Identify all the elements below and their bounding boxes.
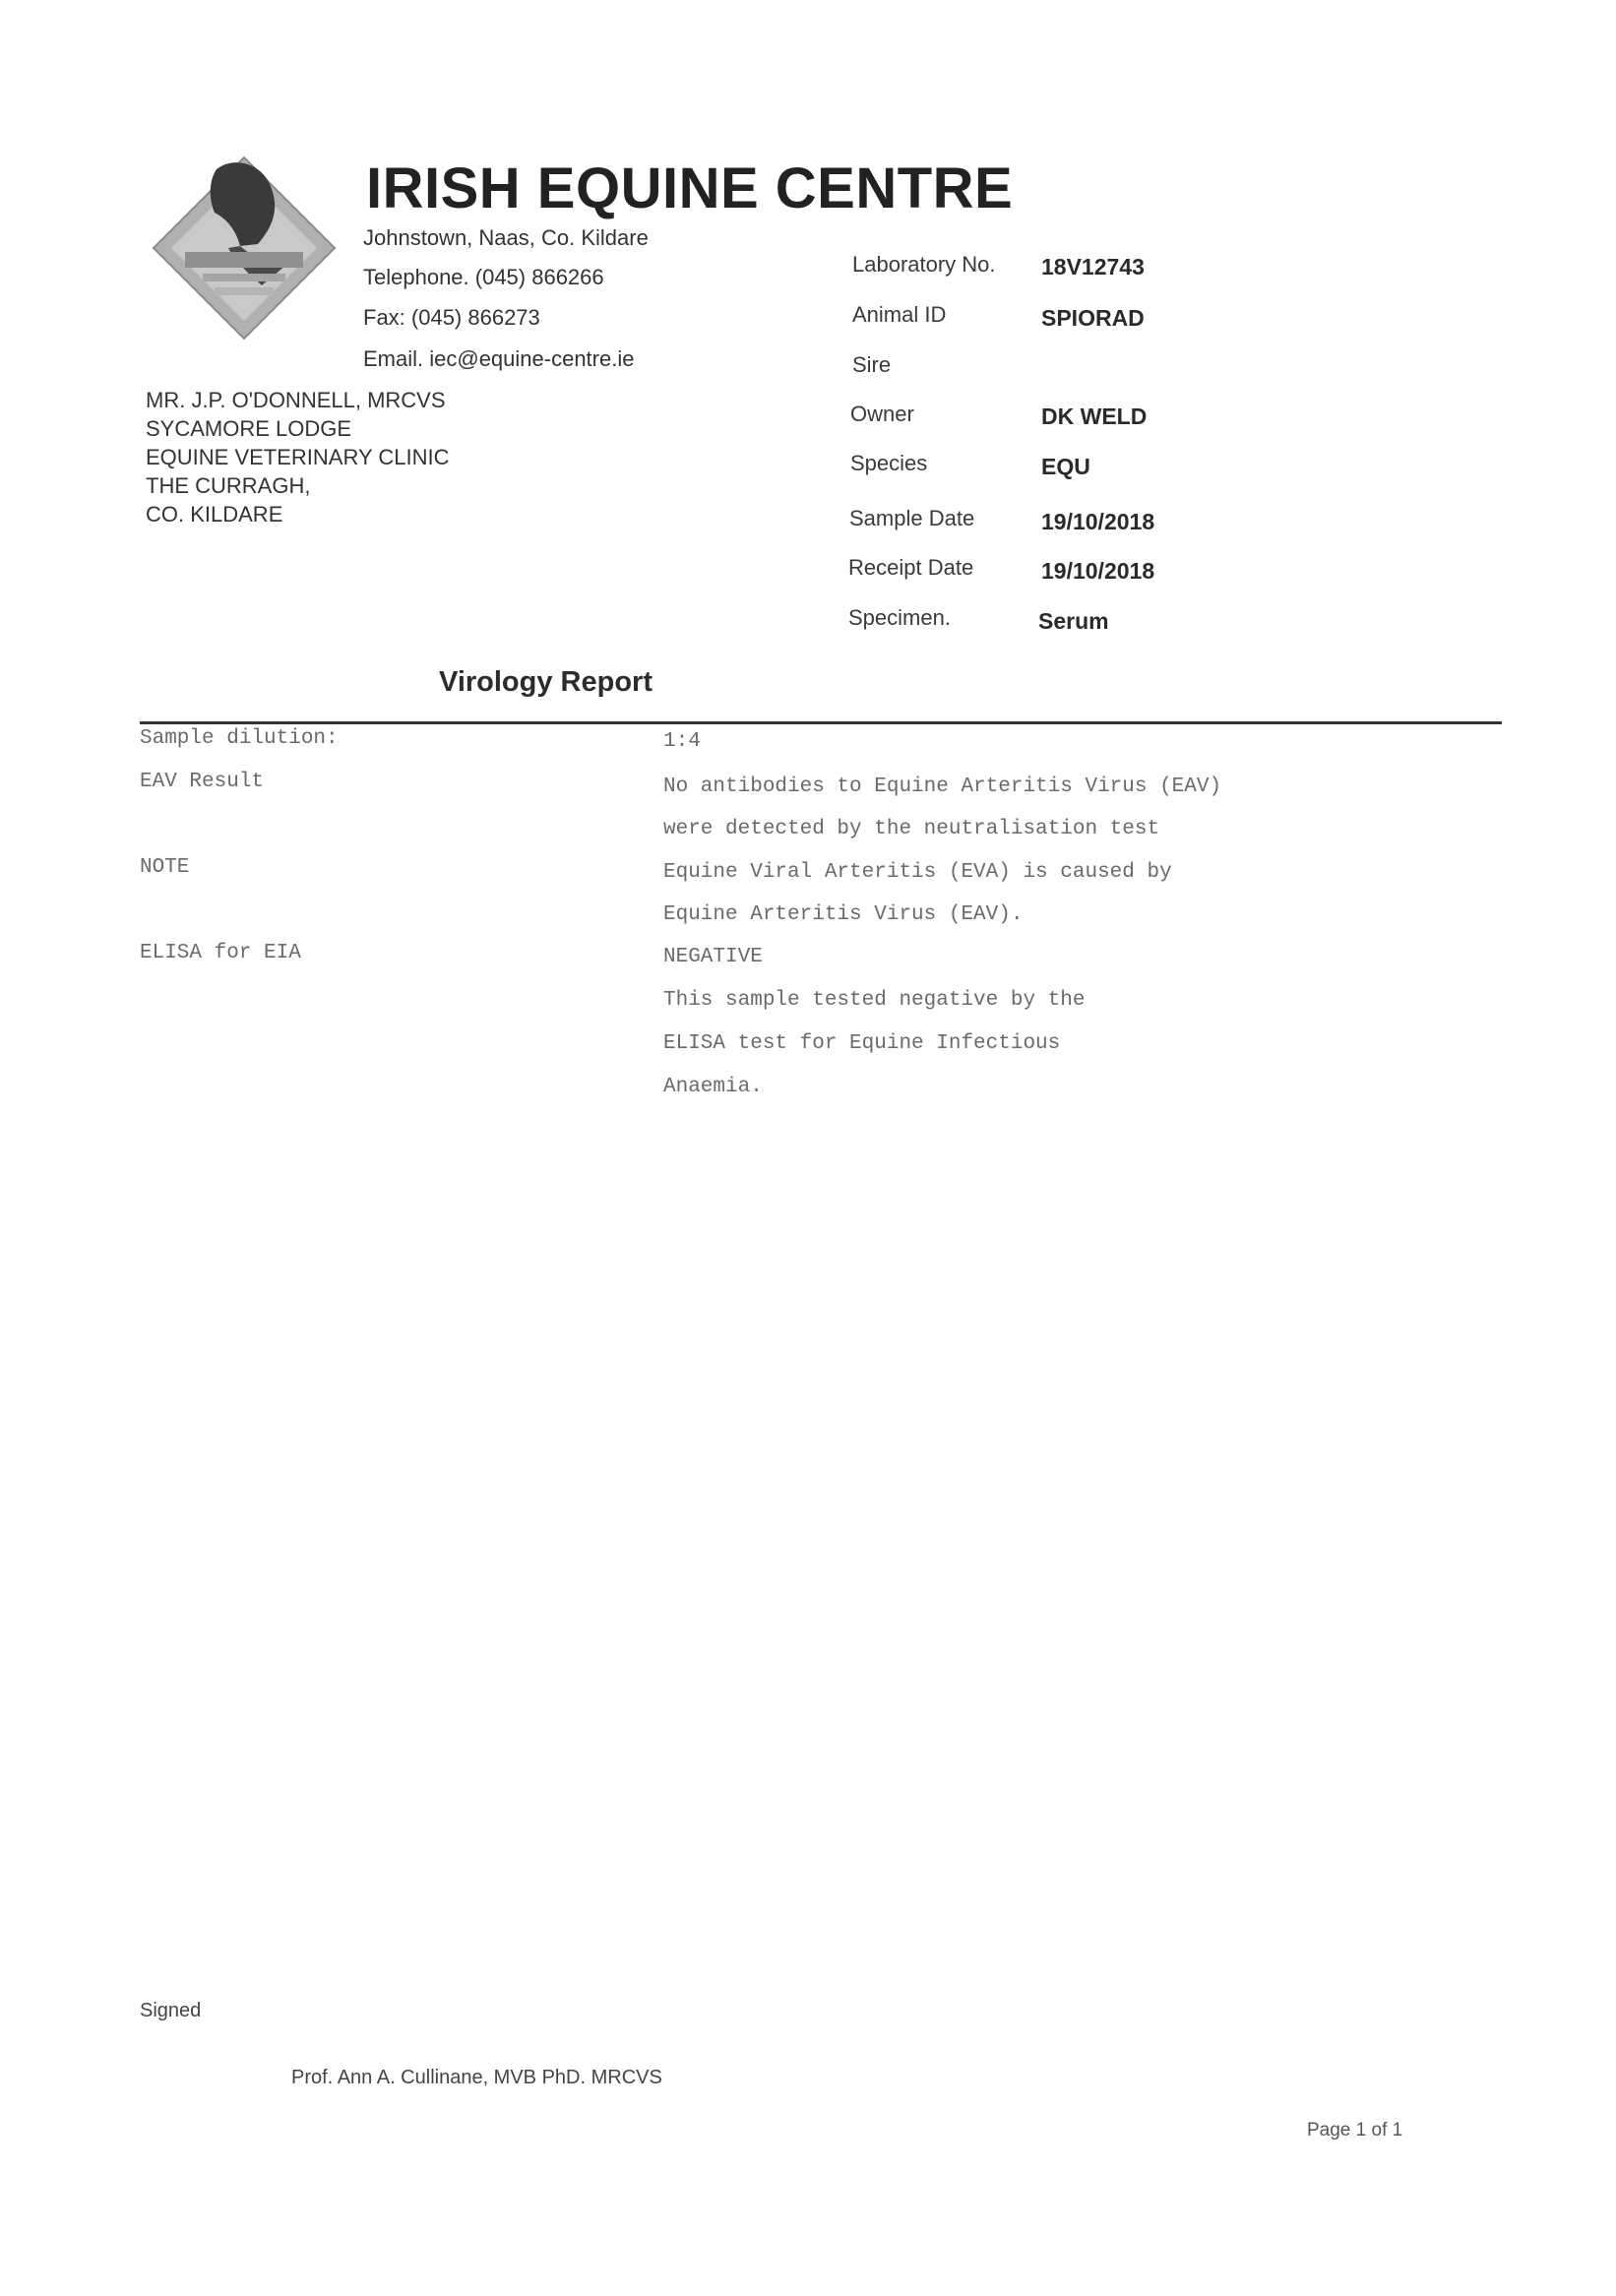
sample-dilution-value: 1:4	[663, 730, 701, 753]
organisation-name: IRISH EQUINE CENTRE	[366, 156, 1014, 220]
elisa-eia-line: ELISA test for Equine Infectious	[663, 1032, 1061, 1055]
receipt-date-label: Receipt Date	[848, 555, 974, 580]
recipient-line: THE CURRAGH,	[146, 473, 311, 498]
eav-result-label: EAV Result	[140, 771, 265, 793]
note-line: Equine Viral Arteritis (EVA) is caused by	[663, 861, 1172, 884]
species-label: Species	[850, 451, 928, 475]
note-line: Equine Arteritis Virus (EAV).	[663, 903, 1024, 926]
recipient-line: EQUINE VETERINARY CLINIC	[146, 445, 450, 469]
laboratory-no-value: 18V12743	[1041, 254, 1145, 279]
report-divider	[140, 721, 1502, 724]
elisa-eia-line: Anaemia.	[663, 1076, 763, 1098]
note-label: NOTE	[140, 856, 190, 879]
organisation-telephone: Telephone. (045) 866266	[363, 265, 604, 289]
organisation-fax: Fax: (045) 866273	[363, 305, 540, 330]
eav-result-line: No antibodies to Equine Arteritis Virus (EAV)	[663, 776, 1222, 798]
eav-result-line: were detected by the neutralisation test	[663, 818, 1160, 840]
animal-id-label: Animal ID	[852, 302, 947, 327]
owner-label: Owner	[850, 402, 914, 426]
organisation-email: Email. iec@equine-centre.ie	[363, 346, 635, 371]
elisa-eia-result: NEGATIVE	[663, 946, 763, 968]
specimen-label: Specimen.	[848, 605, 951, 630]
sample-date-label: Sample Date	[849, 506, 975, 530]
sample-date-value: 19/10/2018	[1041, 509, 1155, 534]
report-title: Virology Report	[439, 666, 653, 698]
organisation-address: Johnstown, Naas, Co. Kildare	[363, 225, 649, 250]
elisa-eia-label: ELISA for EIA	[140, 942, 301, 964]
specimen-value: Serum	[1038, 608, 1109, 634]
recipient-line: MR. J.P. O'DONNELL, MRCVS	[146, 388, 446, 412]
species-value: EQU	[1041, 454, 1090, 479]
animal-id-value: SPIORAD	[1041, 305, 1145, 331]
laboratory-no-label: Laboratory No.	[852, 252, 996, 277]
irish-equine-centre-logo	[146, 150, 342, 346]
owner-value: DK WELD	[1041, 403, 1148, 429]
elisa-eia-line: This sample tested negative by the	[663, 989, 1086, 1012]
sample-dilution-label: Sample dilution:	[140, 727, 339, 750]
signed-label: Signed	[140, 2000, 202, 2021]
recipient-line: SYCAMORE LODGE	[146, 416, 352, 441]
page-number: Page 1 of 1	[1307, 2120, 1403, 2141]
sire-label: Sire	[852, 352, 892, 377]
signatory-name: Prof. Ann A. Cullinane, MVB PhD. MRCVS	[291, 2067, 662, 2088]
recipient-line: CO. KILDARE	[146, 502, 283, 527]
receipt-date-value: 19/10/2018	[1041, 558, 1155, 584]
recipient-address	[146, 386, 449, 528]
